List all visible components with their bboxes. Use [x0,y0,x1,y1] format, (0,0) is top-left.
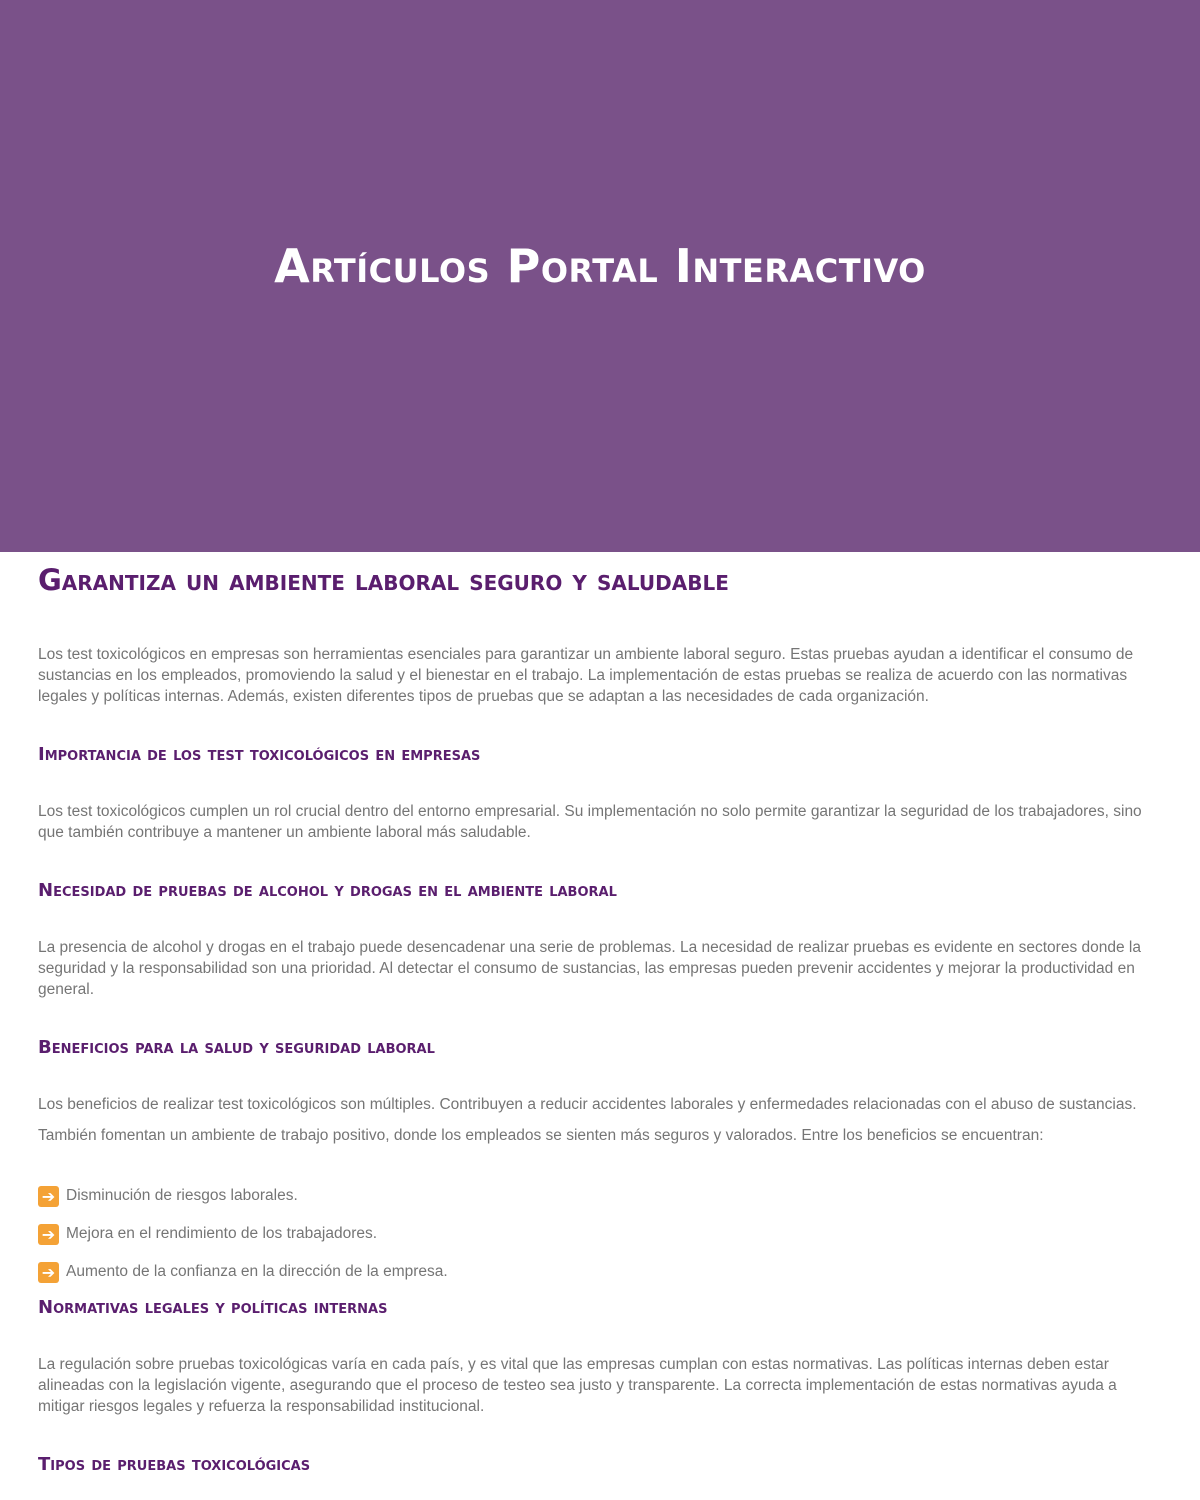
article-content [0,552,1200,1477]
arrow-right-icon: ➔ [38,1262,59,1283]
list-item-text: Aumento de la confianza en la dirección de la empresa. [66,1263,448,1280]
article-title: Garantiza un ambiente laboral seguro y saludable [38,563,729,597]
section-paragraph: La presencia de alcohol y drogas en el trabajo puede desencadenar una serie de problemas. La necesidad de realizar pruebas es evidente en sectores donde la seguridad y la responsabilidad son una prioridad. Al detectar el consumo de sustancias, las empresas pueden prevenir accidentes y mejorar la productividad en general. [38,939,1141,998]
benefits-list [38,1182,1154,1286]
list-item-text: Mejora en el rendimiento de los trabajadores. [66,1225,378,1242]
section-tipos [38,1453,1154,1477]
list-item-text: Disminución de riesgos laborales. [66,1187,298,1204]
section-normativas [38,1296,1154,1417]
list-item [38,1258,1154,1286]
section-importancia [38,743,1154,843]
arrow-right-icon: ➔ [38,1224,59,1245]
section-paragraph: Los test toxicológicos cumplen un rol crucial dentro del entorno empresarial. Su implementación no solo permite garantizar la seguridad de los trabajadores, sino que también contribuye a mantener un ambiente laboral más saludable. [38,803,1142,841]
section-heading: Importancia de los test toxicológicos en empresas [38,744,481,765]
section-necesidad [38,879,1154,1000]
intro-paragraph: Los test toxicológicos en empresas son herramientas esenciales para garantizar un ambiente laboral seguro. Estas pruebas ayudan a identificar el consumo de sustancias en los empleados, promoviendo la salud y el bienestar en el trabajo. La implementación de estas pruebas se realiza de acuerdo con las normativas legales y políticas internas. Además, existen diferentes tipos de pruebas que se adaptan a las necesidades de cada organización. [38,646,1134,705]
section-heading: Tipos de pruebas toxicológicas [38,1454,311,1475]
article-intro [38,644,1154,707]
list-item [38,1220,1154,1248]
hero-banner [0,0,1200,552]
section-paragraph: También fomentan un ambiente de trabajo positivo, donde los empleados se sienten más seguros y valorados. Entre los beneficios se encuentran: [38,1127,1044,1144]
section-paragraph: Los beneficios de realizar test toxicológicos son múltiples. Contribuyen a reducir accidentes laborales y enfermedades relacionadas con el abuso de sustancias. [38,1096,1137,1113]
section-heading: Beneficios para la salud y seguridad laboral [38,1037,435,1058]
page-title: Artículos Portal Interactivo [274,239,926,293]
list-item [38,1182,1154,1210]
section-heading: Normativas legales y políticas internas [38,1297,388,1318]
section-beneficios [38,1036,1154,1286]
arrow-right-icon: ➔ [38,1186,59,1207]
section-paragraph: La regulación sobre pruebas toxicológicas varía en cada país, y es vital que las empresas cumplan con estas normativas. Las políticas internas deben estar alineadas con la legislación vigente, asegurando que el proceso de testeo sea justo y transparente. La correcta implementación de estas normativas ayuda a mitigar riesgos legales y refuerza la responsabilidad institucional. [38,1356,1117,1415]
section-heading: Necesidad de pruebas de alcohol y drogas en el ambiente laboral [38,880,617,901]
